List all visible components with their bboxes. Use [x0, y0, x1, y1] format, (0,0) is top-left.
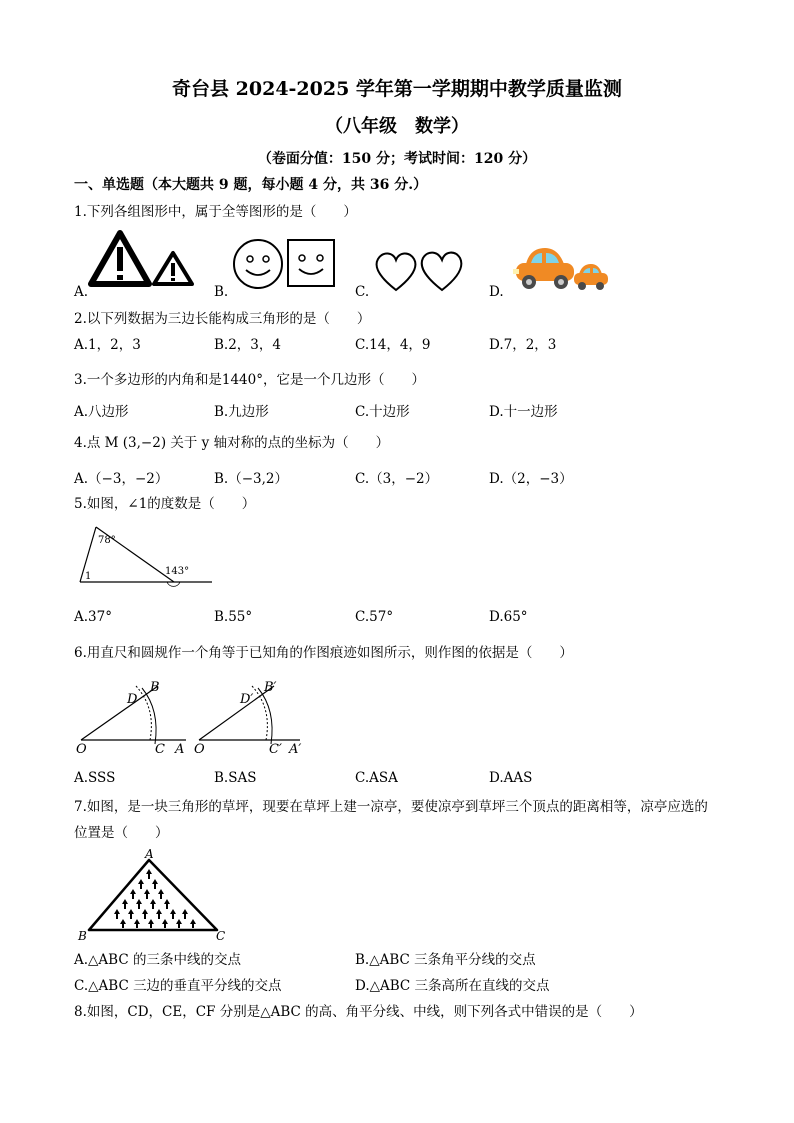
- q6-right-c: C′: [269, 742, 282, 757]
- question-8-stem: 8.如图，CD，CE，CF 分别是△ABC 的高、角平分线、中线，则下列各式中错误的是（ ）: [74, 1004, 643, 1020]
- question-6-stem: 6.用直尺和圆规作一个角等于已知角的作图痕迹如图所示，则作图的依据是（ ）: [74, 645, 573, 661]
- exam-meta: （卷面分值：150 分；考试时间：120 分）: [257, 151, 537, 167]
- q1-option-d[interactable]: D.: [489, 284, 504, 300]
- cars-icon: [512, 243, 612, 293]
- smiley-faces-icon: [232, 238, 342, 293]
- hearts-icon: [374, 250, 466, 294]
- q7-option-b[interactable]: B.△ABC 三条角平分线的交点: [355, 952, 536, 968]
- q6-left-d: D: [127, 692, 138, 707]
- q5-angle-1-label: 1: [85, 571, 92, 582]
- q6-left-b: B: [150, 680, 160, 695]
- question-1-stem: 1.下列各组图形中，属于全等图形的是（ ）: [74, 204, 357, 220]
- page-title: 奇台县 2024-2025 学年第一学期期中教学质量监测: [172, 78, 622, 100]
- q5-option-a[interactable]: A.37°: [74, 609, 112, 625]
- q5-option-c[interactable]: C.57°: [355, 609, 394, 625]
- q7-vertex-b: B: [78, 929, 87, 943]
- q6-construction-figure-left: [76, 678, 196, 758]
- q1-option-b[interactable]: B.: [214, 284, 229, 300]
- q7-option-a[interactable]: A.△ABC 的三条中线的交点: [74, 952, 241, 968]
- q2-option-a[interactable]: A.1，2，3: [74, 337, 141, 353]
- q7-option-c[interactable]: C.△ABC 三边的垂直平分线的交点: [74, 978, 282, 994]
- q5-triangle-figure: [76, 525, 216, 587]
- q6-right-d: D′: [240, 692, 254, 707]
- q6-left-c: C: [155, 742, 165, 757]
- q6-left-a: A: [175, 742, 185, 757]
- q4-option-d[interactable]: D.（2，−3）: [489, 471, 573, 487]
- q5-option-b[interactable]: B.55°: [214, 609, 253, 625]
- q2-option-c[interactable]: C.14，4，9: [355, 337, 431, 353]
- q5-angle-78-label: 78°: [98, 535, 116, 546]
- page-subtitle: （八年级 数学）: [325, 116, 469, 137]
- q4-option-a[interactable]: A.（−3，−2）: [74, 471, 169, 487]
- question-4-stem: 4.点 M (3,−2) 关于 y 轴对称的点的坐标为（ ）: [74, 435, 390, 451]
- question-3-stem: 3.一个多边形的内角和是1440°，它是一个几边形（ ）: [74, 372, 425, 388]
- q4-option-c[interactable]: C.（3，−2）: [355, 471, 439, 487]
- warning-triangles-icon: [88, 230, 198, 290]
- q3-option-c[interactable]: C.十边形: [355, 404, 410, 420]
- q6-right-a: A′: [289, 742, 302, 757]
- question-7-stem-line2: 位置是（ ）: [74, 825, 169, 841]
- q1-option-c[interactable]: C.: [355, 284, 370, 300]
- q2-option-b[interactable]: B.2，3，4: [214, 337, 281, 353]
- question-2-stem: 2.以下列数据为三边长能构成三角形的是（ ）: [74, 311, 371, 327]
- q3-option-b[interactable]: B.九边形: [214, 404, 269, 420]
- q3-option-a[interactable]: A.八边形: [74, 404, 129, 420]
- q7-vertex-c: C: [216, 929, 226, 943]
- question-7-stem-line1: 7.如图，是一块三角形的草坪，现要在草坪上建一凉亭，要使凉亭到草坪三个顶点的距离相等，凉亭应选的: [74, 799, 708, 815]
- q5-angle-143-label: 143°: [165, 566, 190, 577]
- q7-option-d[interactable]: D.△ABC 三条高所在直线的交点: [355, 978, 550, 994]
- q6-right-b: B′: [264, 680, 277, 695]
- q4-option-b[interactable]: B.（−3,2）: [214, 471, 288, 487]
- grass-pattern-icon: [114, 869, 196, 928]
- q6-option-c[interactable]: C.ASA: [355, 770, 398, 786]
- q6-construction-figure-right: [194, 678, 314, 758]
- q6-option-d[interactable]: D.AAS: [489, 770, 533, 786]
- q3-option-d[interactable]: D.十一边形: [489, 404, 558, 420]
- q6-option-a[interactable]: A.SSS: [74, 770, 116, 786]
- question-5-stem: 5.如图，∠1的度数是（ ）: [74, 496, 256, 512]
- q2-option-d[interactable]: D.7，2，3: [489, 337, 557, 353]
- q1-option-a[interactable]: A.: [74, 284, 89, 300]
- q6-right-o: O: [194, 742, 205, 757]
- section-heading: 一、单选题（本大题共 9 题，每小题 4 分，共 36 分.）: [74, 177, 428, 193]
- q6-option-b[interactable]: B.SAS: [214, 770, 257, 786]
- q6-left-o: O: [76, 742, 87, 757]
- q7-lawn-triangle-figure: [76, 848, 236, 943]
- q7-vertex-a: A: [145, 847, 154, 861]
- q5-option-d[interactable]: D.65°: [489, 609, 528, 625]
